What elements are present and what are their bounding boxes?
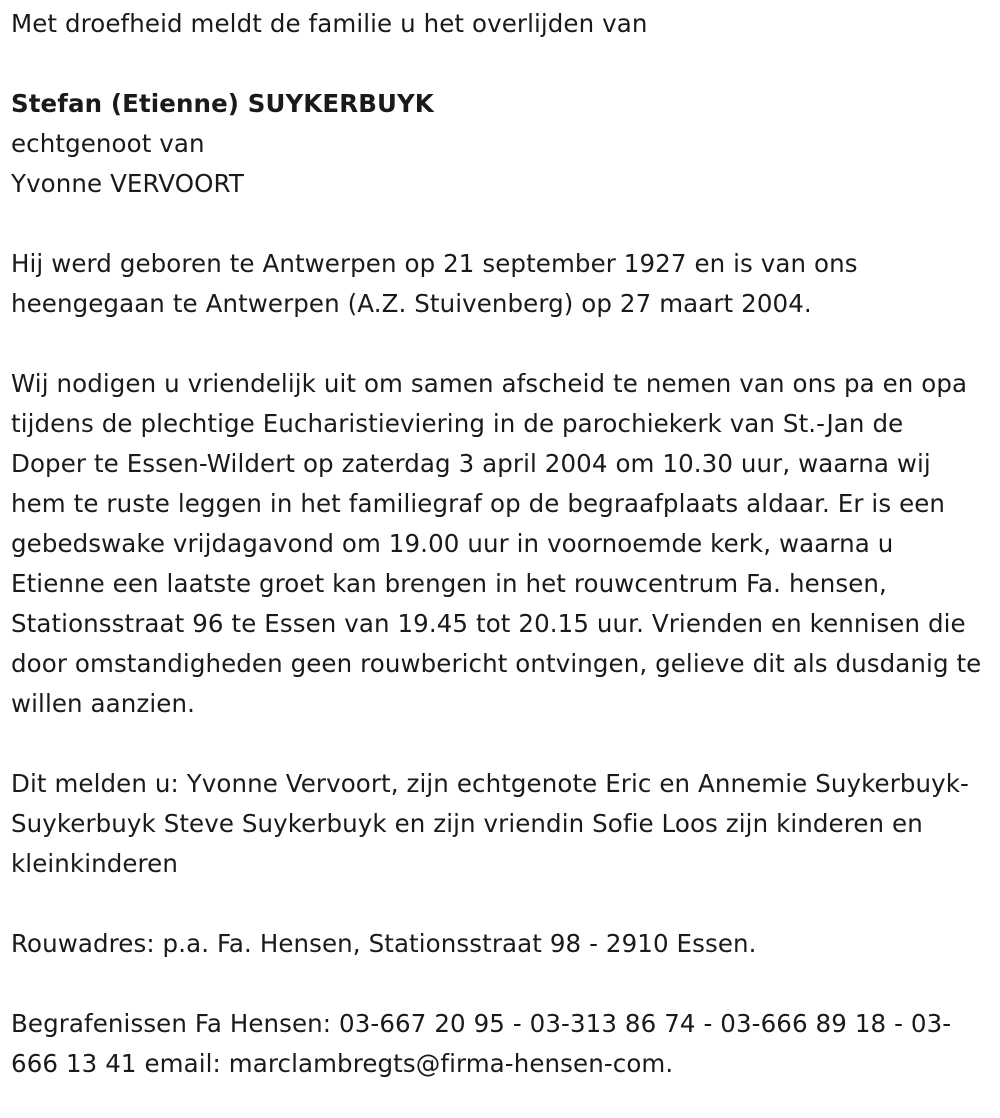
deceased-name: Stefan (Etienne) SUYKERBUYK — [11, 89, 434, 118]
contact-paragraph: Begrafenissen Fa Hensen: 03-667 20 95 - 03-313 86 74 - 03-666 89 18 - 03-666 13 41 email: marclambregts@firma-hensen-com. — [11, 1009, 952, 1078]
relation-text: echtgenoot van — [11, 129, 205, 158]
invitation-paragraph: Wij nodigen u vriendelijk uit om samen afscheid te nemen van ons pa en opa tijdens de plechtige Eucharistieviering in de parochiekerk van St.-Jan de Doper te Essen-Wildert op zaterdag 3 april 2004 om 10.30 uur, waarna wij hem te ruste leggen in het familiegraf op de begraafplaats aldaar. Er is een gebedswake vrijdagavond om 19.00 uur in voornoemde kerk, waarna u Etienne een laatste groet kan brengen in het rouwcentrum Fa. hensen, Stationsstraat 96 te Essen van 19.45 tot 20.15 uur. Vrienden en kennisen die door omstandigheden geen rouwbericht ontvingen, gelieve dit als dusdanig te willen aanzien. — [11, 369, 982, 718]
death-announcement — [11, 4, 986, 1084]
address-paragraph: Rouwadres: p.a. Fa. Hensen, Stationsstraat 98 - 2910 Essen. — [11, 929, 757, 958]
birth-death-paragraph: Hij werd geboren te Antwerpen op 21 september 1927 en is van ons heengegaan te Antwerpen (A.Z. Stuivenberg) op 27 maart 2004. — [11, 249, 858, 318]
family-paragraph: Dit melden u: Yvonne Vervoort, zijn echtgenote Eric en Annemie Suykerbuyk-Suykerbuyk Steve Suykerbuyk en zijn vriendin Sofie Loos zijn kinderen en kleinkinderen — [11, 769, 969, 878]
intro-text: Met droefheid meldt de familie u het overlijden van — [11, 9, 648, 38]
spouse-name: Yvonne VERVOORT — [11, 169, 244, 198]
